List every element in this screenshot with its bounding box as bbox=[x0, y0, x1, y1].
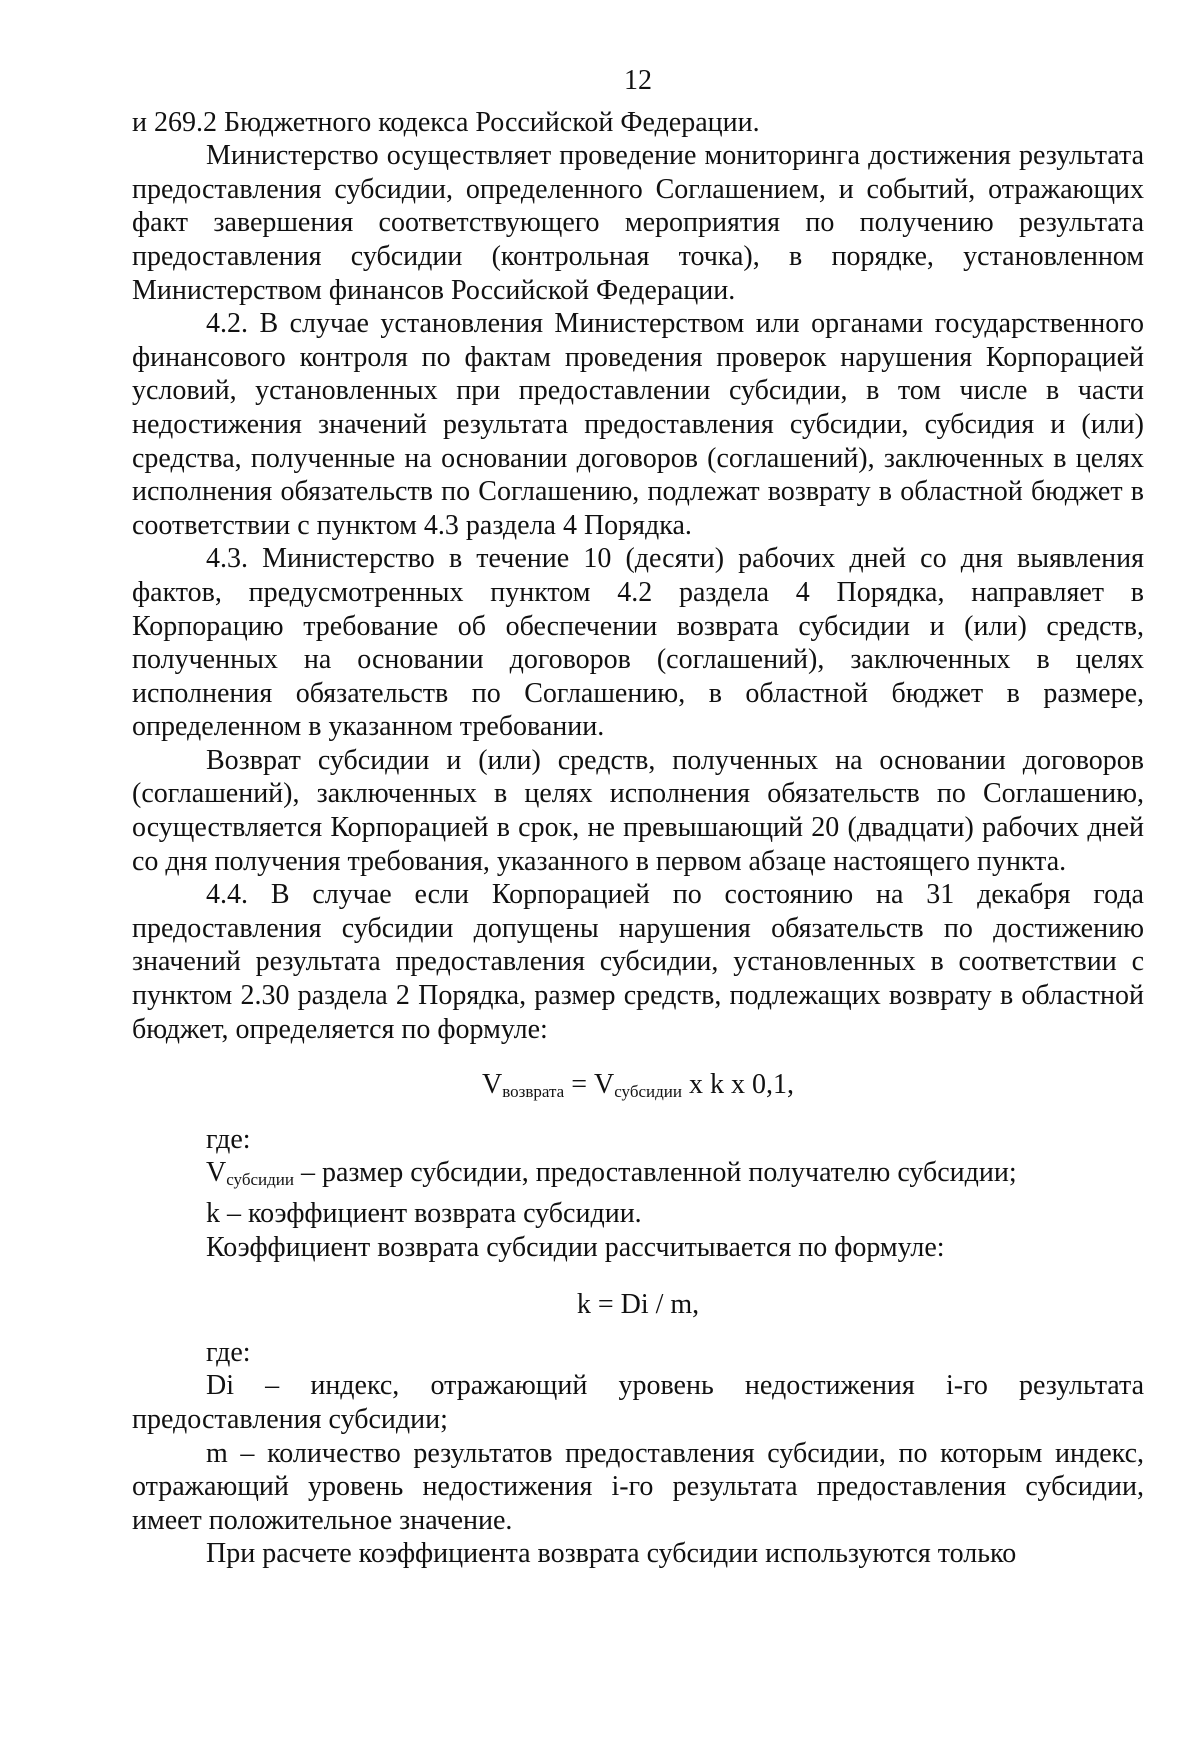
document-page bbox=[132, 64, 1144, 1571]
paragraph-return-deadline: Возврат субсидии и (или) средств, полученных на основании договоров (соглашений), заключенных в целях исполнения обязательств по Соглашению, осуществляется Корпорацией в срок, не превышающий 20 (двадцати) рабочих дней со дня получения требования, указанного в первом абзаце настоящего пункта. bbox=[132, 744, 1144, 877]
paragraph-4-4: 4.4. В случае если Корпорацией по состоянию на 31 декабря года предоставления субсидии допущены нарушения обязательств по достижению значений результата предоставления субсидии, установленных в соответствии с пунктом 2.30 раздела 2 Порядка, размер средств, подлежащих возврату в областной бюджет, определяется по формуле: bbox=[132, 879, 1144, 1045]
paragraph-continuation: и 269.2 Бюджетного кодекса Российской Федерации. bbox=[132, 106, 760, 138]
definition-v-subsidy bbox=[132, 1156, 1144, 1197]
formula-equals: = bbox=[564, 1069, 594, 1101]
paragraph-coefficient: Коэффициент возврата субсидии рассчитывается по формуле: bbox=[206, 1231, 945, 1263]
formula-coefficient: k = Di / m, bbox=[576, 1289, 700, 1321]
formula-v-subsidy: V bbox=[594, 1069, 615, 1101]
def-v-sub: субсидии bbox=[226, 1170, 294, 1190]
definition-di: Di – индекс, отражающий уровень недостижения i-го результата предоставления субсидии; bbox=[132, 1370, 1144, 1435]
where-label-2: где: bbox=[206, 1336, 251, 1368]
formula-sub-return: возврата bbox=[502, 1082, 565, 1102]
page-number: 12 bbox=[624, 65, 652, 96]
paragraph-4-2: 4.2. В случае установления Министерством или органами государственного финансового контроля по фактам проведения проверок нарушения Корпорацией условий, установленных при предоставлении субсидии, в том числе в части недостижения значений результата предоставления субсидии, субсидия и (или) средства, полученные на основании договоров (соглашений), заключенных в целях исполнения обязательств по Соглашению, подлежат возврату в областной бюджет в соответствии с пунктом 4.3 раздела 4 Порядка. bbox=[132, 308, 1144, 541]
formula-sub-subsidy: субсидии bbox=[614, 1082, 682, 1102]
formula-v-return: V bbox=[482, 1069, 503, 1101]
paragraph-calculation: При расчете коэффициента возврата субсидии используются только bbox=[206, 1538, 1017, 1570]
definition-k: k – коэффициент возврата субсидии. bbox=[206, 1198, 642, 1229]
paragraph-4-3: 4.3. Министерство в течение 10 (десяти) рабочих дней со дня выявления фактов, предусмотренных пунктом 4.2 раздела 4 Порядка, направляет в Корпорацию требование об обеспечении возврата субсидии и (или) средств, полученных на основании договоров (соглашений), заключенных в целях исполнения обязательств по Соглашению, в областной бюджет в размере, определенном в указанном требовании. bbox=[132, 543, 1144, 743]
where-label-1: где: bbox=[206, 1123, 251, 1155]
formula-rest: x k x 0,1, bbox=[681, 1069, 794, 1101]
def-v-text: – размер субсидии, предоставленной получателю субсидии; bbox=[293, 1157, 1017, 1189]
definition-m: m – количество результатов предоставления субсидии, по которым индекс, отражающий уровень недостижения i-го результата предоставления субсидии, имеет положительное значение. bbox=[132, 1437, 1144, 1536]
def-v-letter: V bbox=[206, 1157, 227, 1189]
formula-return-amount bbox=[132, 1068, 1144, 1109]
paragraph-monitoring: Министерство осуществляет проведение мониторинга достижения результата предоставления субсидии, определенного Соглашением, и событий, отражающих факт завершения соответствующего мероприятия по получению результата предоставления субсидии (контрольная точка), в порядке, установленном Министерством финансов Российской Федерации. bbox=[132, 140, 1144, 306]
